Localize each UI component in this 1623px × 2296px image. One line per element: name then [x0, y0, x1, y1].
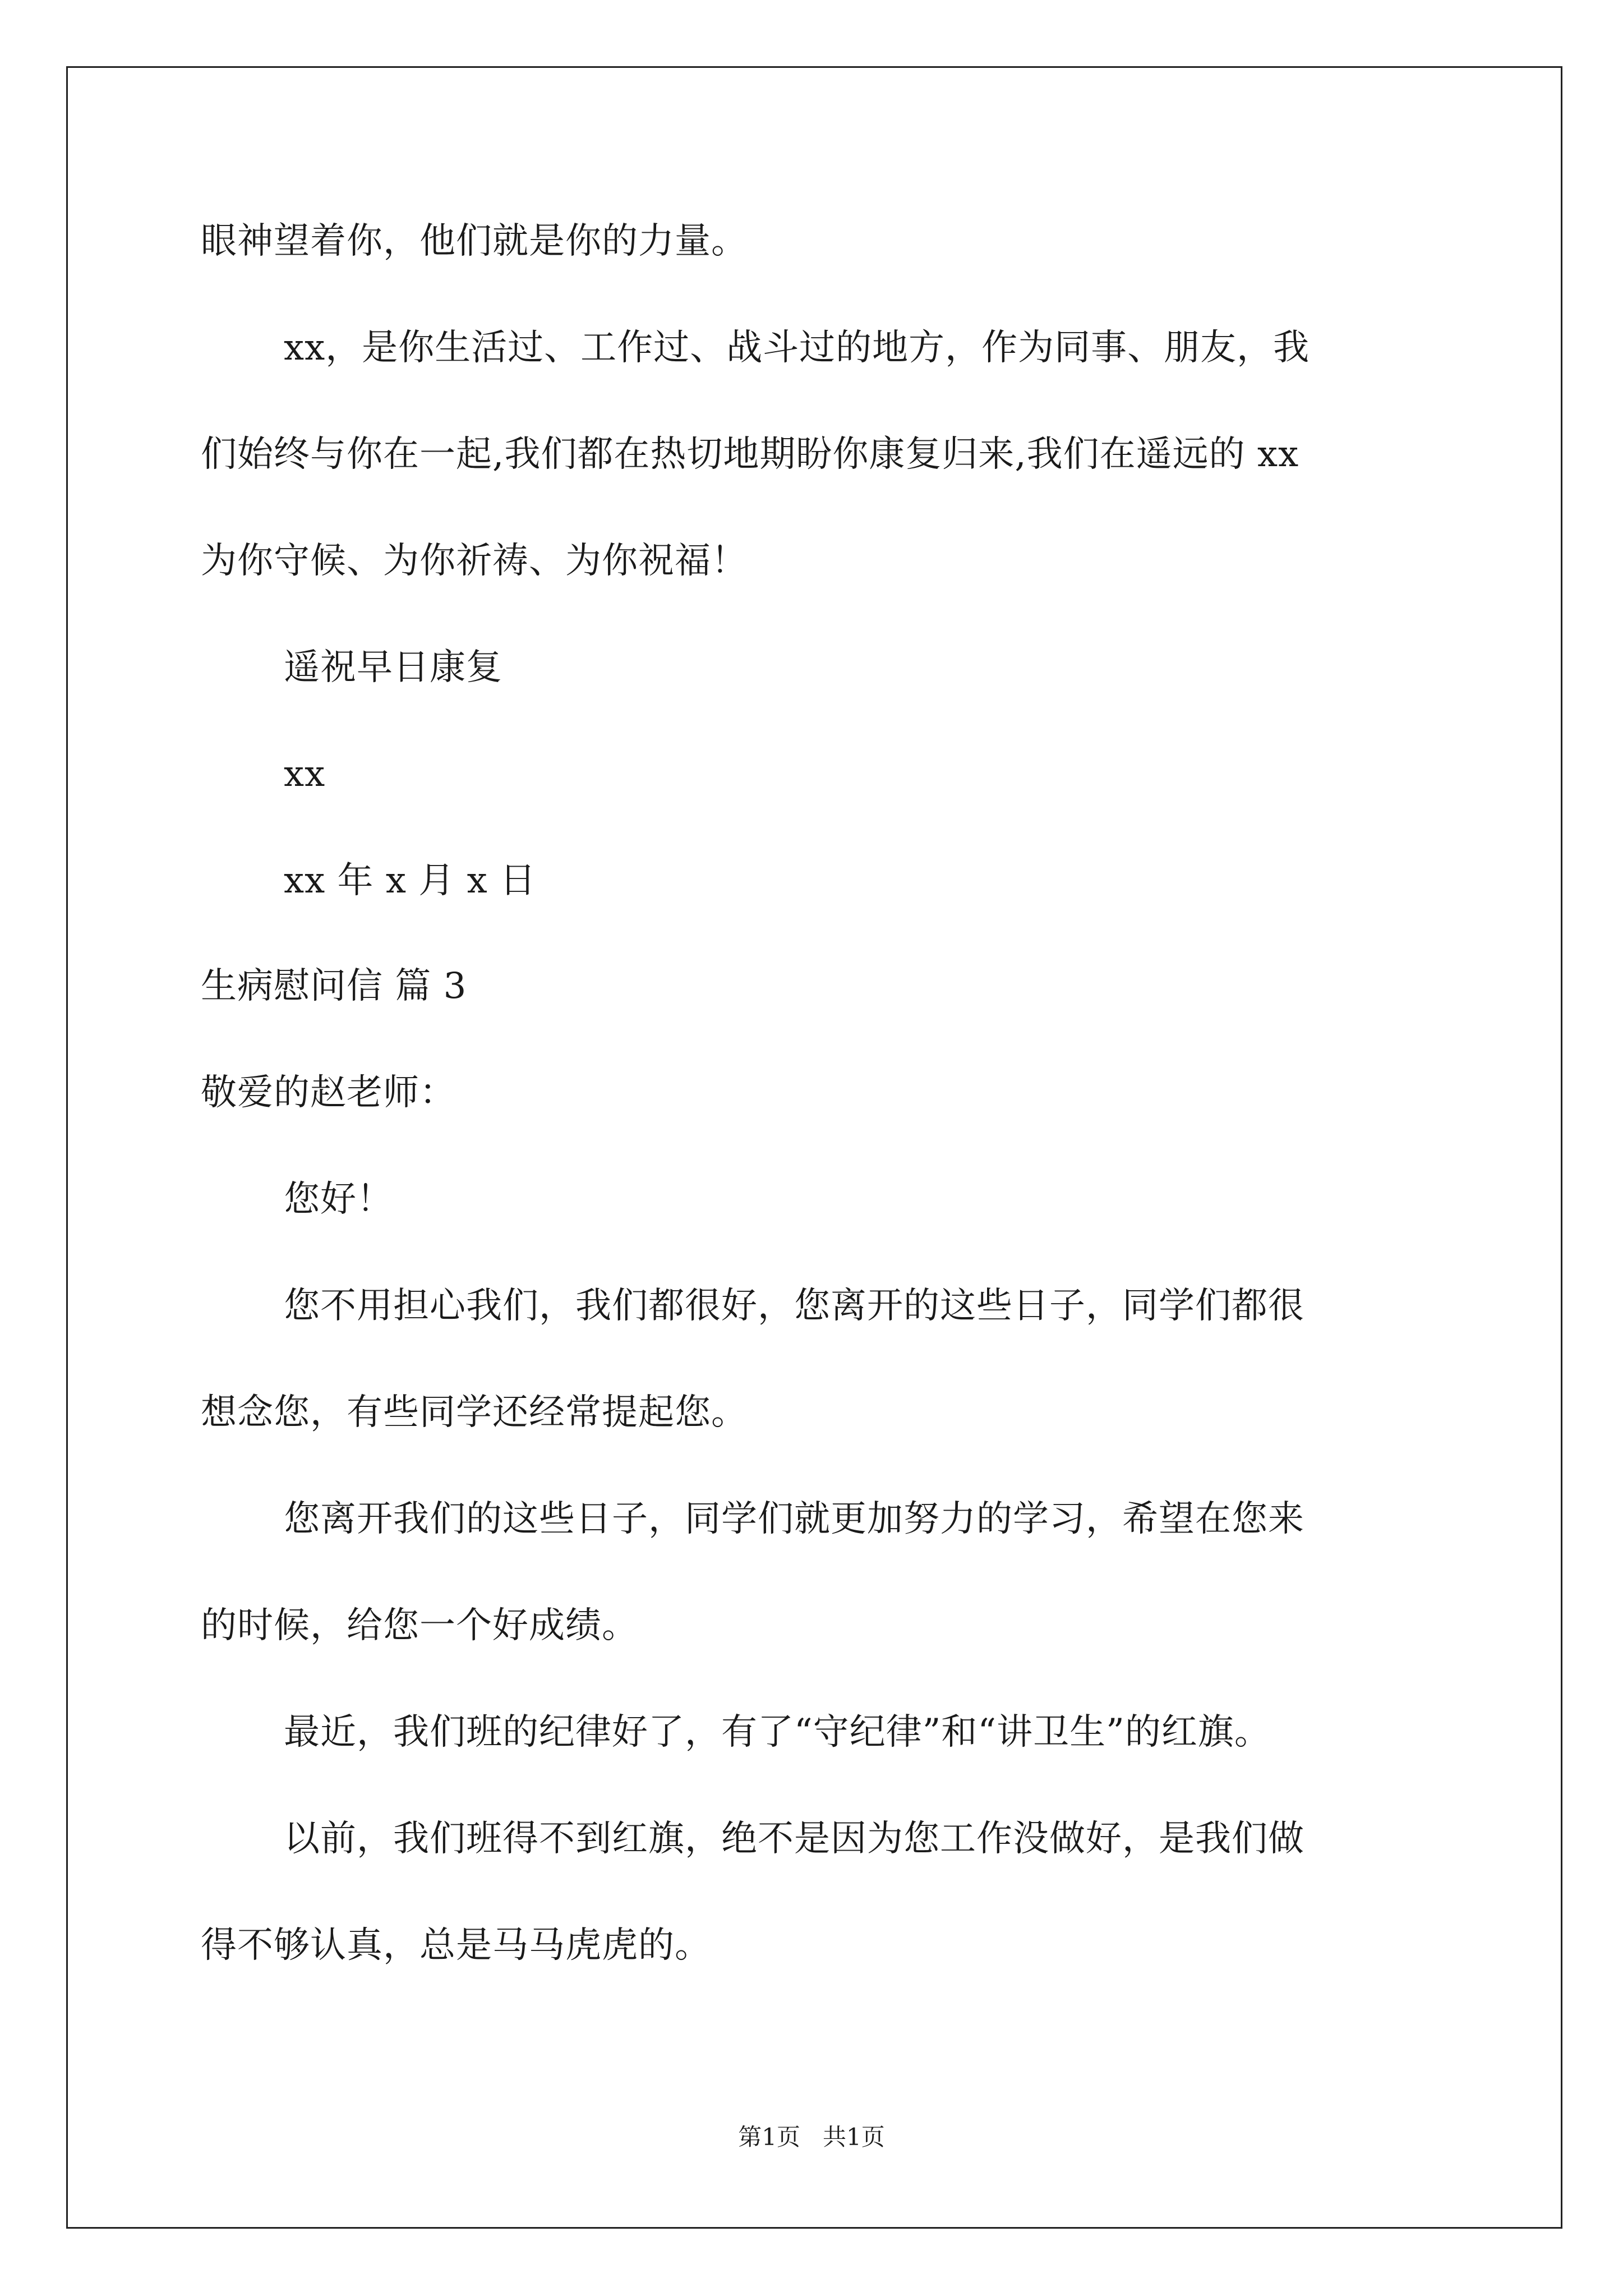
body-text-line: 们始终与你在一起,我们都在热切地期盼你康复归来,我们在遥远的 xx	[201, 434, 1299, 475]
page-border	[66, 66, 1562, 2229]
body-text-line: 的时候，给您一个好成绩。	[201, 1605, 638, 1646]
page-number-total: 共1页	[823, 2123, 885, 2151]
salutation: 敬爱的赵老师：	[201, 1072, 456, 1114]
paragraph-line: 您不用担心我们，我们都很好，您离开的这些日子，同学们都很	[284, 1285, 1304, 1327]
page-number-current: 第1页	[738, 2123, 800, 2151]
greeting: 您好！	[284, 1179, 393, 1220]
signature: xx	[284, 753, 326, 795]
closing-wish: 遥祝早日康复	[284, 647, 502, 688]
paragraph-line: 以前，我们班得不到红旗，绝不是因为您工作没做好，是我们做	[284, 1818, 1304, 1860]
body-text-line: 想念您，有些同学还经常提起您。	[201, 1392, 748, 1433]
paragraph-line: 您离开我们的这些日子，同学们就更加努力的学习，希望在您来	[284, 1498, 1304, 1540]
body-text-line: 眼神望着你，他们就是你的力量。	[201, 220, 748, 262]
date-line: xx 年 x 月 x 日	[284, 860, 537, 901]
page-footer	[0, 2120, 1623, 2154]
paragraph-line: xx，是你生活过、工作过、战斗过的地方，作为同事、朋友，我	[284, 327, 1310, 369]
body-text-line: 得不够认真，总是马马虎虎的。	[201, 1925, 711, 1966]
paragraph-line: 最近，我们班的纪律好了，有了“守纪律”和“讲卫生”的红旗。	[284, 1711, 1271, 1753]
body-text-line: 为你守候、为你祈祷、为你祝福！	[201, 540, 748, 582]
section-heading: 生病慰问信 篇 3	[201, 965, 467, 1007]
